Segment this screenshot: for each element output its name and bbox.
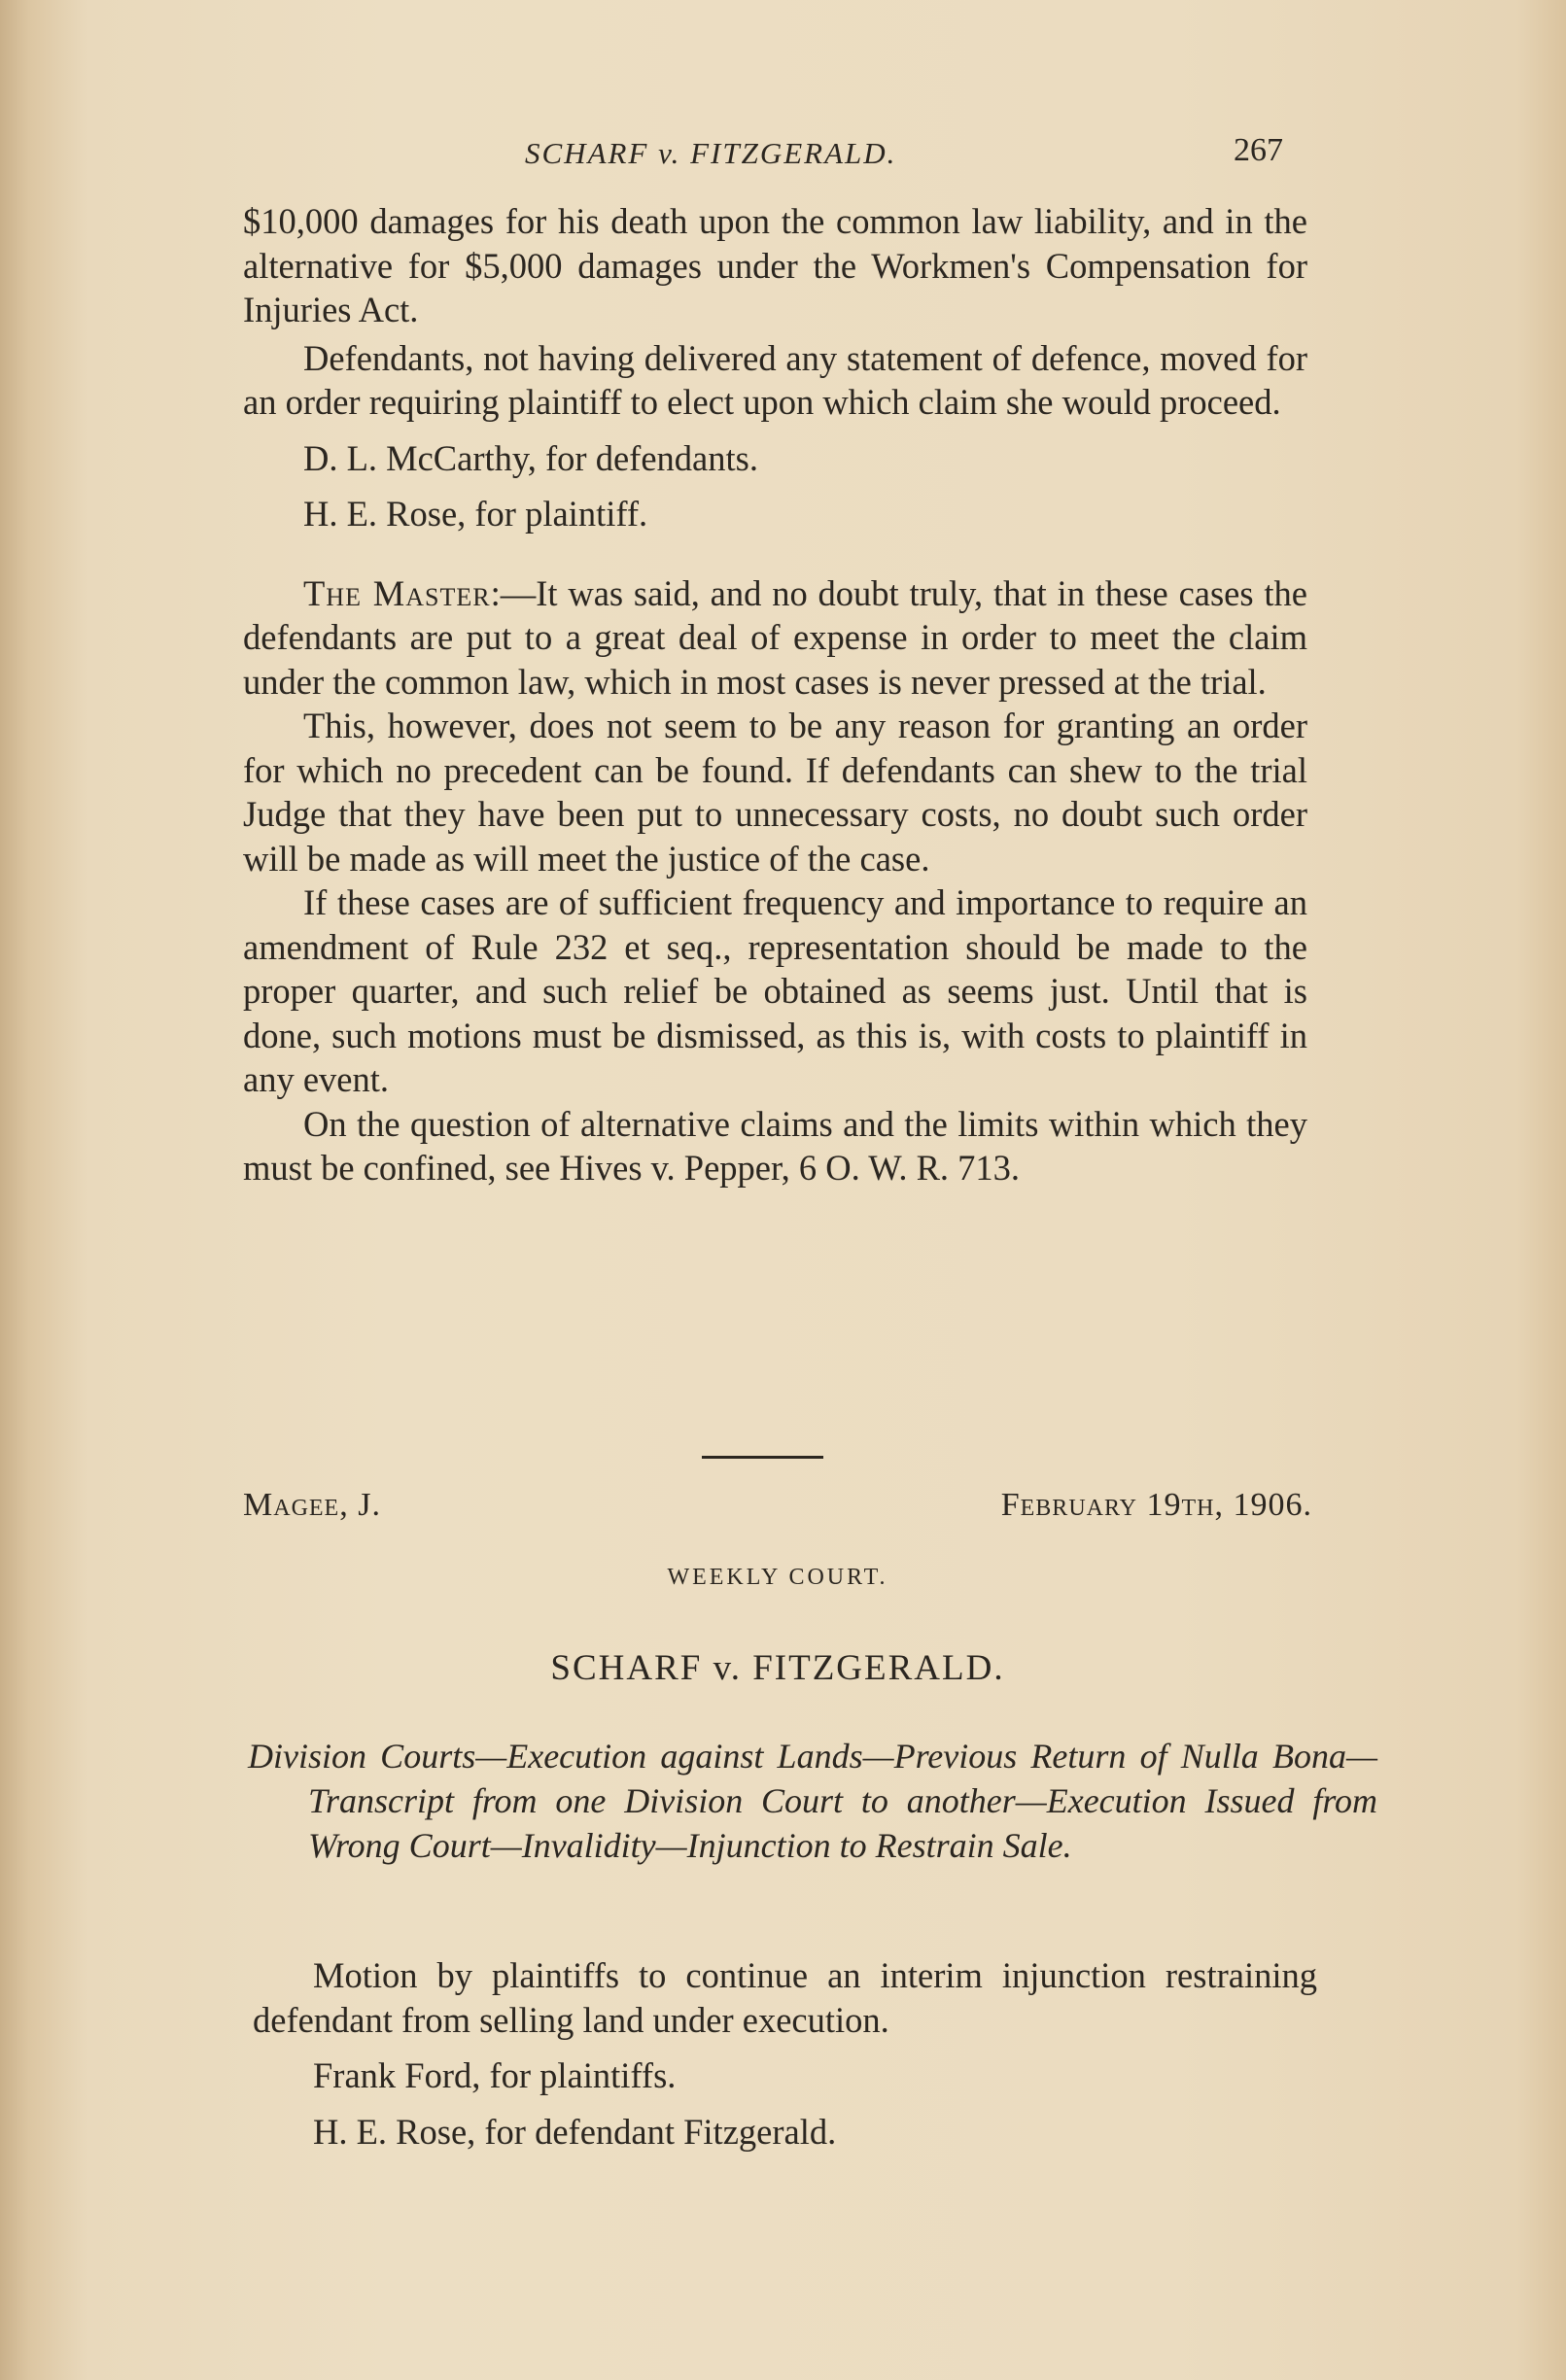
paragraph-damages: $10,000 damages for his death upon the common law liability, and in the alternative for $5,000 damages under the Workmen's Compensation for Injuries Act. xyxy=(243,201,1307,329)
paragraph-master-opinion xyxy=(243,571,1307,705)
counsel-plaintiffs: Frank Ford, for plaintiffs. xyxy=(313,2055,677,2095)
counsel-defendants: D. L. McCarthy, for defendants. xyxy=(303,437,758,478)
paragraph-alternative-claims: On the question of alternative claims and the limits within which they must be confined, see Hives v. Pepper, 6 O. W. R. 713. xyxy=(243,1103,1307,1188)
headnote: Division Courts—Execution against Lands—Previous Return of Nulla Bona—Transcript from one Division Court to another—Execution Issued from Wrong Court—Invalidity—Injunction to Restrain Sale. xyxy=(248,1737,1377,1865)
section-divider xyxy=(702,1456,823,1459)
master-label: The Master xyxy=(303,572,491,613)
court-name: WEEKLY COURT. xyxy=(667,1565,888,1590)
paragraph-no-precedent: This, however, does not seem to be any reason for granting an order for which no precedent can be found. If defendants can shew to the trial Judge that they have been put to unnecessary costs, no doubt such order will be made as will meet the justice of the case. xyxy=(243,706,1307,879)
counsel-plaintiff: H. E. Rose, for plaintiff. xyxy=(303,494,648,534)
running-title: SCHARF v. FITZGERALD. xyxy=(525,136,897,170)
page-header xyxy=(243,128,1293,177)
lower-text xyxy=(253,1953,1317,2154)
page-number: 267 xyxy=(1234,132,1283,168)
master-opinion-text: :—It was said, and no doubt truly, that in these cases the defendants are put to a great deal of expense in order to meet the claim under the common law, which in most cases is never pressed at the trial. xyxy=(243,572,1308,702)
counsel-defendant-fitzgerald: H. E. Rose, for defendant Fitzgerald. xyxy=(313,2111,837,2152)
upper-text xyxy=(243,199,1307,1190)
judge-name: Magee, J. xyxy=(243,1487,381,1523)
case-title: SCHARF v. FITZGERALD. xyxy=(550,1648,1005,1688)
decision-date: February 19th, 1906. xyxy=(1000,1487,1312,1523)
paragraph-motion: Motion by plaintiffs to continue an interim injunction restraining defendant from selling land under execution. xyxy=(253,1955,1317,2040)
paragraph-rule-amendment: If these cases are of sufficient frequency and importance to require an amendment of Rule 232 et seq., representation should be made to the proper quarter, and such relief be obtained as seems just. Until that is done, such motions must be dismissed, as this is, with costs to plaintiff in any event. xyxy=(243,882,1307,1099)
paragraph-defendants-motion: Defendants, not having delivered any statement of defence, moved for an order requiring plaintiff to elect upon which claim she would proceed. xyxy=(243,337,1307,422)
